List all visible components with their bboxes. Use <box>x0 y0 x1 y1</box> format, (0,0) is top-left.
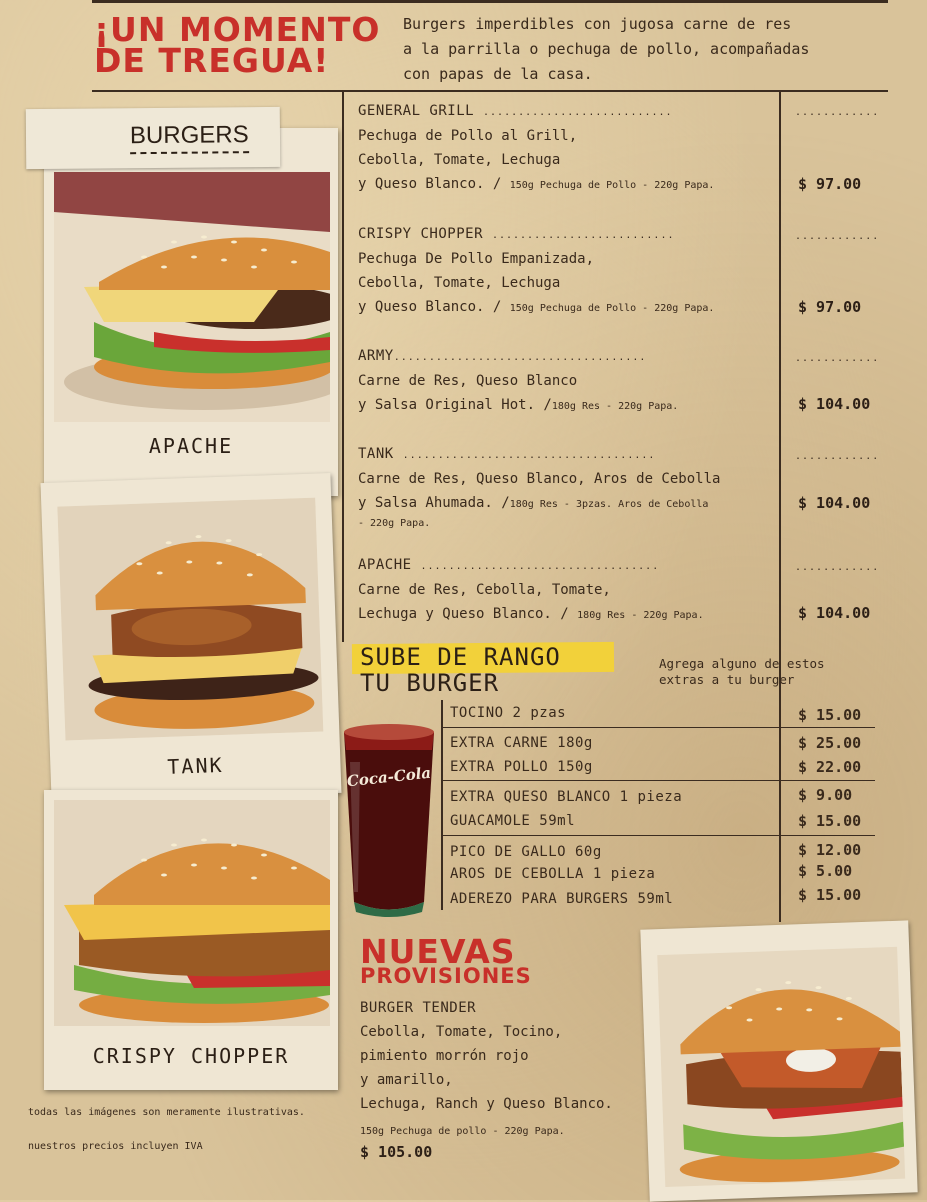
page-title: ¡UN MOMENTO DE TREGUA! <box>94 10 381 81</box>
new-item-desc: Cebolla, Tomate, Tocino, pimiento morrón rojo y amarillo, Lechuga, Ranch y Queso Blanco. <box>360 1024 613 1112</box>
burger-image-tank <box>57 498 323 741</box>
menu-item-tank-name: TANK .................................... <box>358 446 656 462</box>
menu-item-crispy-chopper-name: CRISPY CHOPPER .......................... <box>358 226 675 242</box>
upgrade-note: Agrega alguno de estos extras a tu burger <box>659 656 825 687</box>
price-dots: ............ <box>795 451 880 462</box>
upgrade-title: SUBE DE RANGO TU BURGER <box>360 643 561 697</box>
extras-divider <box>443 780 875 781</box>
burger-image-crispy-chopper <box>54 800 330 1026</box>
extra-price: $ 5.00 <box>798 862 853 880</box>
price-dots: ............ <box>795 107 880 118</box>
extras-divider <box>443 727 875 728</box>
burger-image-tender <box>657 947 905 1187</box>
price-dots: ............ <box>795 562 880 573</box>
coca-cola-logo: Coca-Cola <box>346 763 432 791</box>
price-dots: ............ <box>795 231 880 242</box>
photo-burger-tender <box>640 920 917 1201</box>
extra-item: GUACAMOLE 59ml <box>450 813 576 829</box>
menu-item-general-grill-price: $ 97.00 <box>798 175 862 193</box>
footnote-images: todas las imágenes son meramente ilustrativas. <box>28 1107 305 1118</box>
photo-caption-crispy-chopper: CRISPY CHOPPER <box>92 1044 290 1068</box>
extra-item: EXTRA CARNE 180g <box>450 735 593 751</box>
section-tab <box>26 107 281 169</box>
menu-item-apache-desc: Carne de Res, Cebolla, Tomate, Lechuga y Queso Blanco. / 180g Res - 220g Papa. <box>358 582 704 622</box>
extra-item: AROS DE CEBOLLA 1 pieza <box>450 866 656 882</box>
top-rule <box>92 0 888 3</box>
new-section-title: NUEVAS PROVISIONES <box>360 932 532 989</box>
new-item-price: $ 105.00 <box>360 1143 433 1161</box>
menu-item-crispy-chopper-desc: Pechuga De Pollo Empanizada, Cebolla, Tomate, Lechuga y Queso Blanco. / 150g Pechuga de Pollo - 220g Papa. <box>358 251 715 315</box>
menu-item-apache-price: $ 104.00 <box>798 604 871 622</box>
extra-item: ADEREZO PARA BURGERS 59ml <box>450 891 674 907</box>
extra-price: $ 15.00 <box>798 812 862 830</box>
extra-price: $ 25.00 <box>798 734 862 752</box>
intro-text: Burgers imperdibles con jugosa carne de res a la parrilla o pechuga de pollo, acompañadas con papas de la casa. <box>403 15 810 83</box>
new-item-name: BURGER TENDER <box>360 1000 477 1016</box>
extra-price: $ 12.00 <box>798 841 862 859</box>
menu-item-army-desc: Carne de Res, Queso Blanco y Salsa Original Hot. /180g Res - 220g Papa. <box>358 373 679 413</box>
footnote-tax: nuestros precios incluyen IVA <box>28 1141 203 1152</box>
extra-item: TOCINO 2 pzas <box>450 705 567 721</box>
photo-apache <box>44 128 338 496</box>
menu-item-general-grill-desc: Pechuga de Pollo al Grill, Cebolla, Tomate, Lechuga y Queso Blanco. / 150g Pechuga de Pollo - 220g Papa. <box>358 128 715 192</box>
soda-glass-image <box>340 722 438 917</box>
extra-item: EXTRA QUESO BLANCO 1 pieza <box>450 789 683 805</box>
section-tab-label: BURGERS <box>130 121 249 154</box>
photo-tank <box>41 473 342 803</box>
extras-left-rule <box>441 700 443 910</box>
photo-crispy-chopper <box>44 790 338 1090</box>
menu-item-tank-desc: Carne de Res, Queso Blanco, Aros de Cebolla y Salsa Ahumada. /180g Res - 3pzas. Aros de Cebolla - 220g Papa. <box>358 471 721 529</box>
extra-item: EXTRA POLLO 150g <box>450 759 593 775</box>
menu-item-army-name: ARMY.................................... <box>358 348 647 364</box>
extra-price: $ 9.00 <box>798 786 853 804</box>
header-rule <box>92 90 888 92</box>
menu-item-army-price: $ 104.00 <box>798 395 871 413</box>
extras-divider <box>443 835 875 836</box>
menu-item-crispy-chopper-price: $ 97.00 <box>798 298 862 316</box>
menu-left-rule <box>342 92 344 642</box>
photo-caption-apache: APACHE <box>148 434 234 458</box>
extra-price: $ 22.00 <box>798 758 862 776</box>
photo-caption-tank: TANK <box>166 752 224 779</box>
extra-price: $ 15.00 <box>798 886 862 904</box>
menu-item-tank-price: $ 104.00 <box>798 494 871 512</box>
extra-price: $ 15.00 <box>798 706 862 724</box>
price-dots: ............ <box>795 353 880 364</box>
burger-image-apache <box>54 172 330 422</box>
menu-item-apache-name: APACHE .................................. <box>358 557 660 573</box>
menu-item-general-grill-name: GENERAL GRILL ........................... <box>358 103 673 119</box>
extra-item: PICO DE GALLO 60g <box>450 844 602 860</box>
new-item-detail: 150g Pechuga de pollo - 220g Papa. <box>360 1126 565 1137</box>
price-column-rule <box>779 92 781 922</box>
